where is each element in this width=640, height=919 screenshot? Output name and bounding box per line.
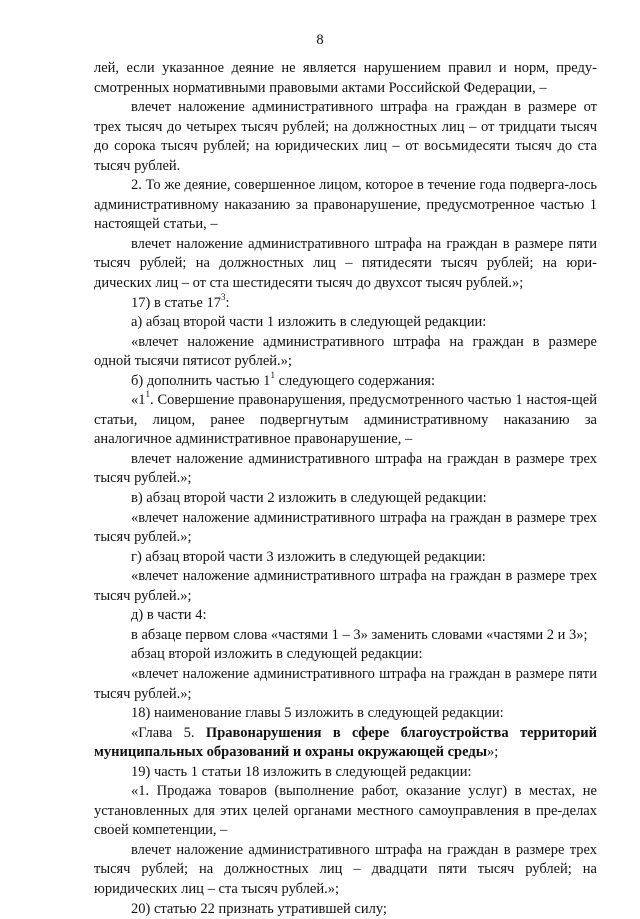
paragraph-amendment-item: 18) наименование главы 5 изложить в следующей редакции: xyxy=(131,705,504,722)
document-body xyxy=(94,59,597,919)
paragraph-subitem: б) дополнить частью $1^1$ следующего содержания: xyxy=(131,369,436,389)
paragraph-penalty: влечет наложение административного штрафа на граждан в размере от трех тысяч до четырех тысяч рублей; на должностных лиц – от тридцати тысяч до сорока тысяч рублей; на юридических лиц – от восьмидесяти тысяч до ста тысяч рублей. xyxy=(94,99,597,174)
paragraph-amendment-item: 17) в статье $17^3$: xyxy=(131,291,230,311)
paragraph-penalty: влечет наложение административного штрафа на граждан в размере пяти тысяч рублей; на должностных лиц – пятидесяти тысяч рублей; на юри-дических лиц – от ста шестидесяти тысяч до двухсот тысяч рублей.»; xyxy=(94,235,597,292)
paragraph-quoted-penalty: «влечет наложение административного штрафа на граждан в размере трех тысяч рублей.»; xyxy=(94,509,597,546)
paragraph-subitem: в абзаце первом слова «частями 1 – 3» заменить словами «частями 2 и 3»; xyxy=(131,626,588,643)
paragraph-subitem: д) в части 4: xyxy=(131,607,207,624)
paragraph-subitem: в) абзац второй части 2 изложить в следующей редакции: xyxy=(131,490,487,507)
paragraph-subitem: г) абзац второй части 3 изложить в следующей редакции: xyxy=(131,548,486,565)
paragraph-penalty: влечет наложение административного штрафа на граждан в размере трех тысяч рублей; на должностных лиц – двадцати пяти тысяч рублей; на юридических лиц – ста тысяч рублей.»; xyxy=(94,841,597,897)
paragraph-subitem: абзац второй изложить в следующей редакции: xyxy=(131,646,423,663)
paragraph-quoted-penalty: «влечет наложение административного штрафа на граждан в размере одной тысячи пятисот рублей.»; xyxy=(94,333,597,370)
paragraph-repeat-offense: 2. То же деяние, совершенное лицом, которое в течение года подверга-лось административному наказанию за правонарушение, предусмотренное частью 1 настоящей статьи, – xyxy=(94,177,597,233)
paragraph-quoted-part: «1. Продажа товаров (выполнение работ, оказание услуг) в местах, не установленных для этих целей органами местного самоуправления в пре-делах своей компетенции, – xyxy=(94,783,597,839)
paragraph-continuation: лей, если указанное деяние не является нарушением правил и норм, преду-смотренных нормативными правовыми актами Российской Федерации, – xyxy=(94,60,597,96)
paragraph-amendment-item: 20) статью 22 признать утратившей силу; xyxy=(131,900,387,917)
paragraph-amendment-item: 19) часть 1 статьи 18 изложить в следующей редакции: xyxy=(131,763,472,780)
paragraph-quoted-part: «$1^1$. Совершение правонарушения, предусмотренного частью 1 настоя-щей статьи, лицом, ранее подвергнутым административному наказанию за аналогичное административное правонарушение, – xyxy=(94,389,597,448)
page-number: 8 xyxy=(316,32,324,48)
paragraph-subitem: а) абзац второй части 1 изложить в следующей редакции: xyxy=(131,314,487,331)
paragraph-quoted-penalty: «влечет наложение административного штрафа на граждан в размере трех тысяч рублей.»; xyxy=(94,568,597,604)
paragraph-quoted-penalty: «влечет наложение административного штрафа на граждан в размере пяти тысяч рублей.»; xyxy=(94,665,597,702)
paragraph-penalty: влечет наложение административного штрафа на граждан в размере трех тысяч рублей.»; xyxy=(94,450,597,487)
chapter-title-bold: Правонарушения в сфере благоустройства территорий муниципальных образований и охраны окружающей среды xyxy=(94,724,597,761)
paragraph-chapter-title: «Глава 5. Правонарушения в сфере благоустройства территорий муниципальных образований и охраны окружающей среды»; xyxy=(94,724,597,761)
